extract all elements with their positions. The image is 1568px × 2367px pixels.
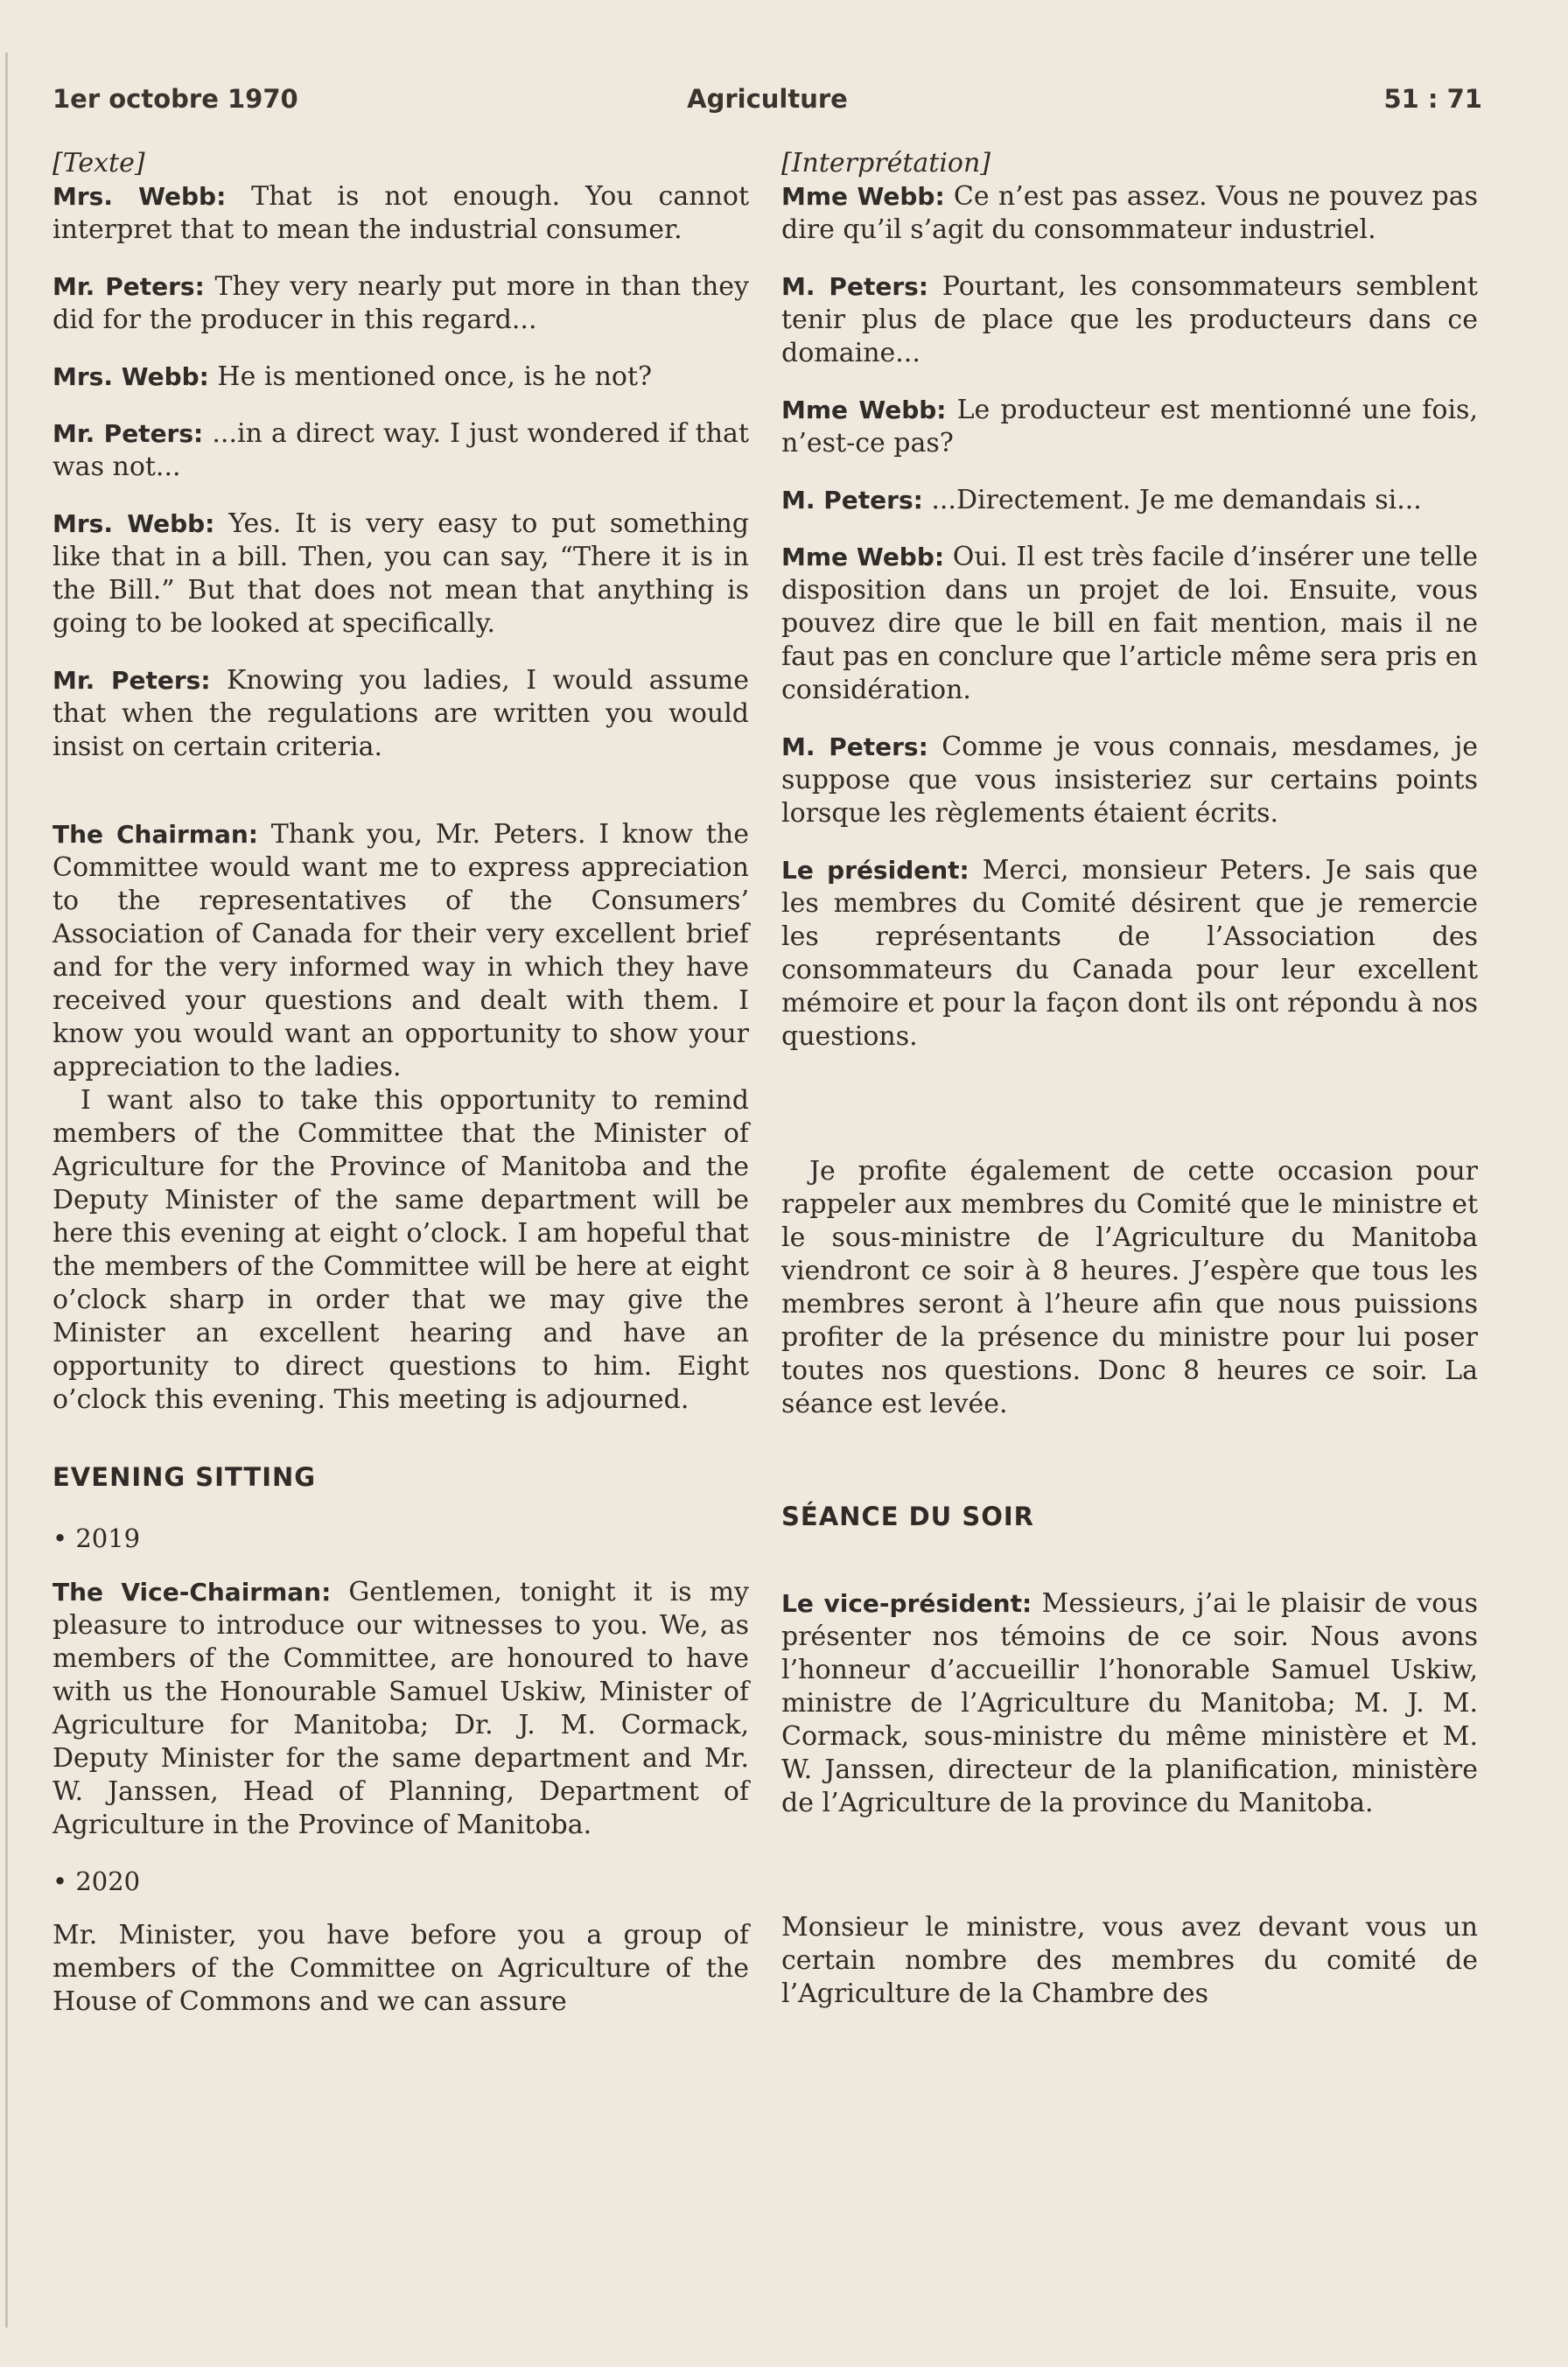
paragraph	[52, 664, 749, 764]
speaker-name: Mme Webb:	[781, 543, 945, 571]
paragraph	[52, 1084, 749, 1417]
paragraph	[781, 394, 1478, 460]
paragraph	[52, 180, 749, 247]
speech-text: Ce n’est pas assez. Vous ne pouvez pas dire qu’il s’agit du consommateur industriel.	[781, 181, 1478, 245]
paragraph	[52, 361, 749, 394]
speaker-name: Mr. Peters:	[52, 666, 211, 695]
time-marker: • 2019	[52, 1523, 141, 1553]
header-page-number: 51 : 71	[1383, 84, 1482, 114]
speaker-name: Mrs. Webb:	[52, 182, 227, 211]
english-column	[52, 147, 749, 2019]
speech-text: Mr. Minister, you have before you a group of members of the Committee on Agriculture of the House of Commons and we can assure	[52, 1920, 749, 2017]
speech-text: Yes. It is very easy to put something like that in a bill. Then, you can say, “There it is in the Bill.” But that does not mean that anything is going to be looked at specifically.	[52, 508, 749, 639]
speaker-name: The Vice-Chairman:	[52, 1578, 332, 1607]
paragraph	[781, 484, 1478, 517]
language-tag: [Texte]	[52, 148, 145, 179]
language-tag: [Interprétation]	[781, 148, 991, 179]
speaker-name: Mrs. Webb:	[52, 509, 215, 538]
speech-text: Pourtant, les consommateurs semblent tenir plus de place que les producteurs dans ce domaine...	[781, 271, 1478, 368]
section-title: EVENING SITTING	[52, 1462, 317, 1492]
speech-text: ...in a direct way. I just wondered if that was not...	[52, 418, 750, 482]
speech-text: Comme je vous connais, mesdames, je suppose que vous insisteriez sur certains points lorsque les règlements étaient écrits.	[781, 732, 1478, 829]
speech-text: ...Directement. Je me demandais si...	[922, 485, 1422, 515]
paragraph	[781, 731, 1478, 830]
paragraph	[781, 854, 1478, 1054]
speaker-name: Mr. Peters:	[52, 419, 204, 448]
speech-text: I want also to take this opportunity to remind members of the Committee that the Minister of Agriculture for the Province of Manitoba and the Deputy Minister of the same department will be here this evening at eight o’clock. I am hopeful that the members of the Committee will be here at eight o’clock sharp in order that we may give the Minister an excellent hearing and have an opportunity to direct questions to him. Eight o’clock this evening. This meeting is adjourned.	[52, 1085, 749, 1415]
paragraph	[781, 270, 1478, 370]
french-column	[781, 147, 1478, 2011]
speech-text: Je profite également de cette occasion pour rappeler aux membres du Comité que le ministre et le sous-ministre de l’Agriculture du Manitoba viendront ce soir à 8 heures. J’espère que tous les membres seront à l’heure afin que nous puissions profiter de la présence du ministre pour lui poser toutes nos questions. Donc 8 heures ce soir. La séance est levée.	[781, 1156, 1478, 1419]
speaker-name: Le président:	[781, 856, 970, 885]
speech-text: That is not enough. You cannot interpret that to mean the industrial consumer.	[52, 181, 749, 245]
header-date: 1er octobre 1970	[52, 84, 298, 114]
paragraph	[52, 1576, 749, 1842]
speech-text: Thank you, Mr. Peters. I know the Committee would want me to express appreciation to the representatives of the Consumers’ Association of Canada for their very excellent brief and for the very informed way in which they have received your questions and dealt with them. I know you would want an opportunity to show your appreciation to the ladies.	[52, 819, 749, 1082]
speech-text: Monsieur le ministre, vous avez devant vous un certain nombre des membres du comité de l’Agriculture de la Chambre des	[781, 1912, 1478, 2009]
paragraph	[781, 1587, 1478, 1820]
speaker-name: M. Peters:	[781, 732, 928, 761]
section-title: SÉANCE DU SOIR	[781, 1502, 1034, 1531]
paragraph	[52, 1919, 749, 2019]
binding-edge	[5, 53, 8, 2328]
speaker-name: Mme Webb:	[781, 182, 945, 211]
speaker-name: Mr. Peters:	[52, 272, 205, 301]
paragraph	[781, 1155, 1478, 1421]
paragraph	[52, 508, 749, 641]
speech-text: Oui. Il est très facile d’insérer une telle disposition dans un projet de loi. Ensuite, vous pouvez dire que le bill en fait mention, mais il ne faut pas en conclure que l’article même sera pris en considération.	[781, 542, 1478, 705]
speaker-name: M. Peters:	[781, 486, 923, 515]
speech-text: They very nearly put more in than they did for the producer in this regard...	[52, 271, 750, 335]
speech-text: Merci, monsieur Peters. Je sais que les membres du Comité désirent que je remercie les représentants de l’Association des consommateurs du Canada pour leur excellent mémoire et pour la façon dont ils ont répondu à nos questions.	[781, 855, 1479, 1052]
speech-text: Gentlemen, tonight it is my pleasure to introduce our witnesses to you. We, as members of the Committee, are honoured to have with us the Honourable Samuel Uskiw, Minister of Agriculture for Manitoba; Dr. J. M. Cormack, Deputy Minister for the same department and Mr. W. Janssen, Head of Planning, Department of Agriculture in the Province of Manitoba.	[52, 1577, 749, 1840]
time-marker: • 2020	[52, 1866, 141, 1896]
page-header	[52, 84, 1482, 123]
paragraph	[52, 270, 749, 337]
speech-text: Knowing you ladies, I would assume that when the regulations are written you would insist on certain criteria.	[52, 665, 749, 762]
paragraph	[52, 818, 749, 1084]
paragraph	[781, 180, 1478, 247]
header-title: Agriculture	[687, 84, 848, 114]
speaker-name: The Chairman:	[52, 820, 258, 849]
speech-text: Le producteur est mentionné une fois, n’est-ce pas?	[781, 395, 1478, 459]
speaker-name: Le vice-président:	[781, 1589, 1032, 1618]
speech-text: He is mentioned once, is he not?	[208, 361, 653, 392]
speaker-name: M. Peters:	[781, 272, 928, 301]
paragraph	[781, 1911, 1478, 2011]
paragraph	[52, 417, 749, 484]
speaker-name: Mrs. Webb:	[52, 362, 209, 391]
paragraph	[781, 541, 1478, 707]
speaker-name: Mme Webb:	[781, 396, 947, 424]
speech-text: Messieurs, j’ai le plaisir de vous présenter nos témoins de ce soir. Nous avons l’honneur d’accueillir l’honorable Samuel Uskiw, ministre de l’Agriculture du Manitoba; M. J. M. Cormack, sous-ministre du même ministère et M. W. Janssen, directeur de la planification, ministère de l’Agriculture de la province du Manitoba.	[781, 1588, 1478, 1818]
